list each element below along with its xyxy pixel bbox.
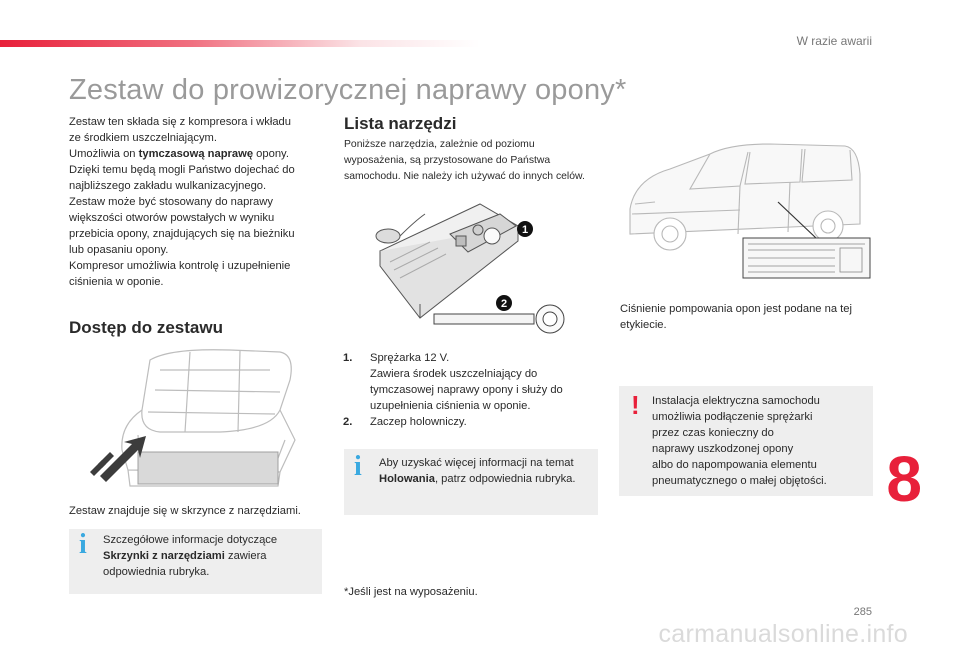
info-box-toolbox: i Szczegółowe informacje dotyczące Skrzynki z narzędziami zawiera odpowiednia rubryka.	[69, 529, 322, 594]
info-box-towing: i Aby uzyskać więcej informacji na temat Holowania, patrz odpowiednia rubryka.	[344, 449, 598, 515]
section-label: W razie awarii	[796, 34, 872, 48]
info-icon: i	[79, 529, 87, 560]
list-item: 1. Sprężarka 12 V.	[343, 352, 450, 364]
tools-intro: Poniższe narzędzia, zależnie od poziomu wyposażenia, są przystosowane do Państwa samochodu. Nie należy ich używać do innych celów.	[344, 139, 585, 182]
intro-text: Zestaw ten składa się z kompresora i wkładu ze środkiem uszczelniającym. Umożliwia on tymczasową naprawę opony. Dzięki temu będą mogli Państwo dojechać do najbliższego zakładu wulkanizacyjnego. Zestaw może być stosowany do naprawy większości otworów powstałych w wyniku przebicia opony, znajdujących się na bieżniku lub opasaniu opony. Kompresor umożliwia kontrolę i uzupełnienie ciśnienia w oponie.	[69, 116, 295, 288]
footnote: *Jeśli jest na wyposażeniu.	[344, 586, 478, 598]
warning-box: ! Instalacja elektryczna samochodu umożliwia podłączenie sprężarki przez czas konieczny do naprawy uszkodzonej opony albo do napompowania elementu pneumatycznego o małej objętości.	[619, 386, 873, 496]
header-accent-bar	[0, 40, 480, 47]
van-illustration	[620, 134, 875, 284]
list-item: 2. Zaczep holowniczy.	[343, 416, 467, 428]
pressure-note: Ciśnienie pompowania opon jest podane na tej etykiecie.	[620, 303, 852, 331]
seat-illustration	[80, 340, 320, 490]
callout-1: 1	[521, 224, 529, 236]
tools-heading: Lista narzędzi	[344, 114, 457, 133]
info-icon: i	[354, 451, 362, 482]
tools-list: 1. Sprężarka 12 V. Zawiera środek uszczelniający do tymczasowej naprawy opony i służy do uzupełnienia ciśnienia w oponie. 2. Zaczep holowniczy.	[343, 350, 603, 430]
page-number: 285	[853, 606, 872, 618]
page-title: Zestaw do prowizorycznej naprawy opony*	[69, 74, 627, 106]
warning-icon: !	[631, 390, 640, 420]
watermark: carmanualsonline.info	[658, 620, 908, 648]
callout-2: 2	[500, 298, 508, 310]
access-caption: Zestaw znajduje się w skrzynce z narzędziami.	[69, 505, 301, 517]
chapter-number: 8	[886, 443, 922, 515]
access-heading: Dostęp do zestawu	[69, 318, 223, 337]
tool-kit-illustration	[360, 196, 580, 346]
